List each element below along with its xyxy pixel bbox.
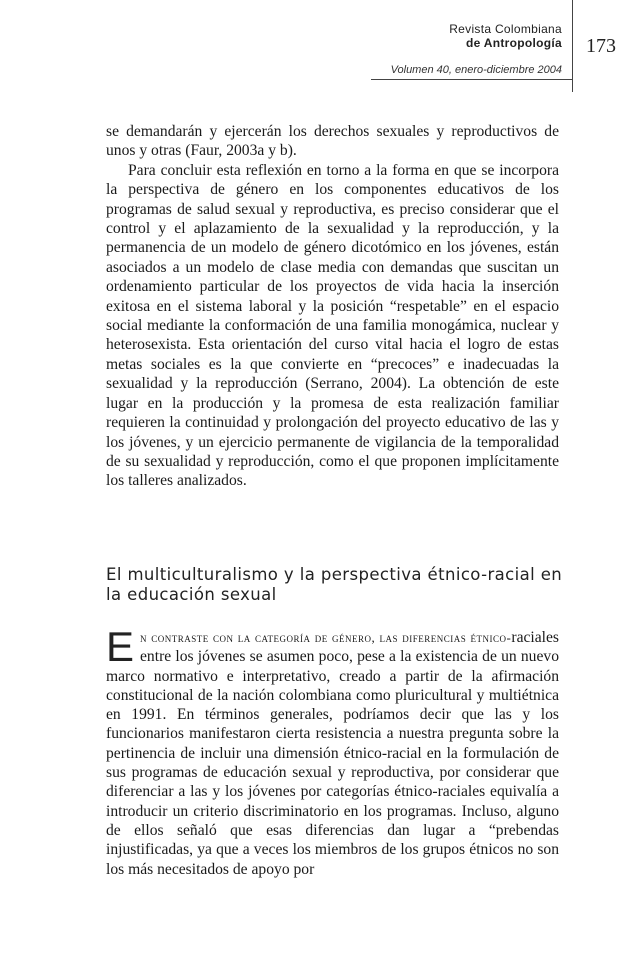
section-paragraph: raciales entre los jóvenes se asumen poco, pese a la existencia de un nuevo marco normativo e interpretativo, creado a partir de la afirmación constitucional de la nación colombiana como pluricultural y multiétnica en 1991. En términos generales, podríamos decir que las y los funcionarios manifestaron cierta resistencia a nuestra pregunta sobre la pertinencia de incluir una dimensión étnico-racial en la formulación de sus programas de educación sexual y reproductiva, por considerar que diferenciar a las y los jóvenes por categorías étnico-raciales equivalía a introducir un criterio discriminatorio en los programas. Incluso, alguno de ellos señaló que esas diferencias dan lugar a “prebendas injustificadas, ya que a veces los miembros de los grupos étnicos no son los más necesitados de apoyo por [106, 629, 559, 878]
paragraph-1: se demandarán y ejercerán los derechos sexuales y reproductivos de unos y otras (Faur, 2003a y b). [106, 123, 559, 160]
journal-title-line1: Revista Colombiana [449, 22, 562, 36]
journal-title-line2: de Antropología [465, 36, 562, 50]
drop-cap: E [106, 623, 135, 670]
header-horizontal-rule [371, 79, 573, 80]
body-text [106, 122, 559, 491]
volume-info: Volumen 40, enero-diciembre 2004 [390, 64, 562, 76]
page-header [0, 0, 638, 90]
section-heading: El multiculturalismo y la perspectiva étnico-racial en la educación sexual [106, 565, 563, 604]
paragraph-2: Para concluir esta reflexión en torno a la forma en que se incorpora la perspectiva de género en los componentes educativos de los programas de salud sexual y reproductiva, es preciso considerar que el control y el aplazamiento de la sexualidad y la reproducción, y la permanencia de un modelo de género dicotómico en los jóvenes, están asociados a un modelo de clase media con demandas que suscitan un ordenamiento particular de los proyectos de vida hacia la inserción exitosa en el sistema laboral y la posición “respetable” en el espacio social mediante la conformación de una familia monogámica, nuclear y heterosexista. Esta orientación del curso vital hacia el logro de estas metas sociales es la que convierte en “precoces” e inadecuadas la sexualidad y la reproducción (Serrano, 2004). La obtención de este lugar en la producción y la promesa de esta realización familiar requieren la continuidad y prolongación del proyecto educativo de las y los jóvenes, y un ejercicio permanente de vigilancia de la temporalidad de su sexualidad y reproducción, como el que proponen implícitamente los talleres analizados. [106, 161, 559, 490]
section-body [106, 623, 559, 879]
journal-title [449, 22, 562, 50]
page-number: 173 [586, 35, 616, 57]
smallcaps-lead: n contraste con la categoría de género, las diferencias étnico- [140, 630, 512, 645]
